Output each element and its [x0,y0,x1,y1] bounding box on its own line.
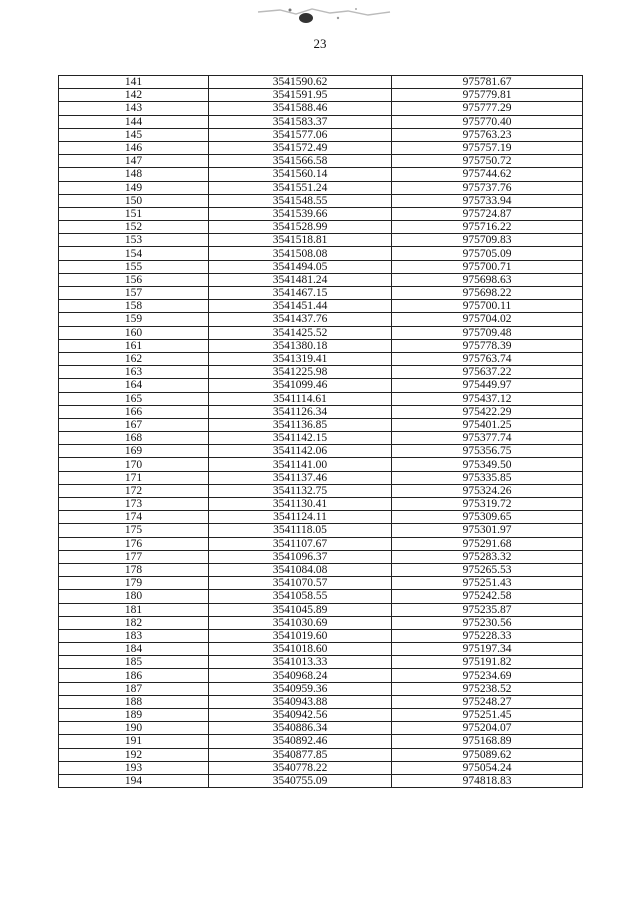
y-coordinate-cell: 975637.22 [392,366,583,379]
x-coordinate-cell: 3541225.98 [209,366,392,379]
point-number-cell: 187 [59,682,209,695]
table-row [59,418,583,431]
x-coordinate-cell: 3541528.99 [209,221,392,234]
y-coordinate-cell: 975235.87 [392,603,583,616]
x-coordinate-cell: 3541437.76 [209,313,392,326]
table-row [59,234,583,247]
point-number-cell: 142 [59,89,209,102]
x-coordinate-cell: 3540959.36 [209,682,392,695]
x-coordinate-cell: 3541539.66 [209,207,392,220]
x-coordinate-cell: 3541099.46 [209,379,392,392]
x-coordinate-cell: 3540877.85 [209,748,392,761]
point-number-cell: 180 [59,590,209,603]
table-row [59,498,583,511]
point-number-cell: 164 [59,379,209,392]
y-coordinate-cell: 975449.97 [392,379,583,392]
y-coordinate-cell: 975356.75 [392,445,583,458]
point-number-cell: 178 [59,563,209,576]
y-coordinate-cell: 975700.11 [392,300,583,313]
table-row [59,128,583,141]
y-coordinate-cell: 975724.87 [392,207,583,220]
x-coordinate-cell: 3541018.60 [209,643,392,656]
point-number-cell: 189 [59,709,209,722]
y-coordinate-cell: 975779.81 [392,89,583,102]
table-row [59,682,583,695]
y-coordinate-cell: 975778.39 [392,339,583,352]
point-number-cell: 191 [59,735,209,748]
point-number-cell: 170 [59,458,209,471]
table-row [59,168,583,181]
y-coordinate-cell: 975733.94 [392,194,583,207]
point-number-cell: 155 [59,260,209,273]
table-row [59,511,583,524]
point-number-cell: 166 [59,405,209,418]
table-row [59,300,583,313]
x-coordinate-cell: 3541130.41 [209,498,392,511]
point-number-cell: 175 [59,524,209,537]
x-coordinate-cell: 3541425.52 [209,326,392,339]
y-coordinate-cell: 975324.26 [392,484,583,497]
y-coordinate-cell: 975168.89 [392,735,583,748]
table-row [59,273,583,286]
x-coordinate-cell: 3541566.58 [209,155,392,168]
point-number-cell: 172 [59,484,209,497]
x-coordinate-cell: 3541137.46 [209,471,392,484]
x-coordinate-cell: 3541548.55 [209,194,392,207]
x-coordinate-cell: 3541508.08 [209,247,392,260]
table-row [59,735,583,748]
y-coordinate-cell: 975698.63 [392,273,583,286]
table-row [59,326,583,339]
table-row [59,563,583,576]
y-coordinate-cell: 975242.58 [392,590,583,603]
point-number-cell: 190 [59,722,209,735]
table-row [59,181,583,194]
table-row [59,432,583,445]
y-coordinate-cell: 975750.72 [392,155,583,168]
y-coordinate-cell: 975291.68 [392,537,583,550]
point-number-cell: 174 [59,511,209,524]
x-coordinate-cell: 3541019.60 [209,629,392,642]
point-number-cell: 185 [59,656,209,669]
y-coordinate-cell: 975709.83 [392,234,583,247]
table-row [59,352,583,365]
x-coordinate-cell: 3540778.22 [209,761,392,774]
table-row [59,748,583,761]
table-row [59,524,583,537]
point-number-cell: 162 [59,352,209,365]
y-coordinate-cell: 975770.40 [392,115,583,128]
page-number: 23 [313,36,327,51]
y-coordinate-cell: 975197.34 [392,643,583,656]
table-row [59,221,583,234]
point-number-cell: 188 [59,695,209,708]
y-coordinate-cell: 975204.07 [392,722,583,735]
y-coordinate-cell: 975248.27 [392,695,583,708]
y-coordinate-cell: 975422.29 [392,405,583,418]
x-coordinate-cell: 3541494.05 [209,260,392,273]
y-coordinate-cell: 975757.19 [392,141,583,154]
point-number-cell: 151 [59,207,209,220]
table-row [59,471,583,484]
x-coordinate-cell: 3540968.24 [209,669,392,682]
point-number-cell: 150 [59,194,209,207]
point-number-cell: 157 [59,287,209,300]
table-row [59,458,583,471]
table-row [59,695,583,708]
point-number-cell: 193 [59,761,209,774]
table-row [59,405,583,418]
y-coordinate-cell: 975401.25 [392,418,583,431]
y-coordinate-cell: 975349.50 [392,458,583,471]
point-number-cell: 145 [59,128,209,141]
y-coordinate-cell: 975705.09 [392,247,583,260]
y-coordinate-cell: 975744.62 [392,168,583,181]
y-coordinate-cell: 975230.56 [392,616,583,629]
table-row [59,643,583,656]
point-number-cell: 167 [59,418,209,431]
table-row [59,550,583,563]
y-coordinate-cell: 975309.65 [392,511,583,524]
table-row [59,761,583,774]
y-coordinate-cell: 975054.24 [392,761,583,774]
x-coordinate-cell: 3540755.09 [209,774,392,787]
table-row [59,102,583,115]
x-coordinate-cell: 3541572.49 [209,141,392,154]
table-row [59,774,583,787]
x-coordinate-cell: 3541481.24 [209,273,392,286]
point-number-cell: 176 [59,537,209,550]
x-coordinate-cell: 3540886.34 [209,722,392,735]
table-row [59,194,583,207]
x-coordinate-cell: 3541013.33 [209,656,392,669]
y-coordinate-cell: 975238.52 [392,682,583,695]
x-coordinate-cell: 3541142.15 [209,432,392,445]
point-number-cell: 146 [59,141,209,154]
table-row [59,339,583,352]
table-row [59,392,583,405]
x-coordinate-cell: 3541551.24 [209,181,392,194]
point-number-cell: 148 [59,168,209,181]
table-row [59,629,583,642]
y-coordinate-cell: 975234.69 [392,669,583,682]
point-number-cell: 159 [59,313,209,326]
point-number-cell: 153 [59,234,209,247]
x-coordinate-cell: 3540892.46 [209,735,392,748]
point-number-cell: 141 [59,76,209,89]
point-number-cell: 171 [59,471,209,484]
x-coordinate-cell: 3541096.37 [209,550,392,563]
table-row [59,669,583,682]
point-number-cell: 182 [59,616,209,629]
x-coordinate-cell: 3541518.81 [209,234,392,247]
y-coordinate-cell: 975228.33 [392,629,583,642]
table-row [59,709,583,722]
y-coordinate-cell: 975781.67 [392,76,583,89]
table-row [59,287,583,300]
x-coordinate-cell: 3541588.46 [209,102,392,115]
table-row [59,445,583,458]
y-coordinate-cell: 975700.71 [392,260,583,273]
x-coordinate-cell: 3540943.88 [209,695,392,708]
table-row [59,115,583,128]
x-coordinate-cell: 3541560.14 [209,168,392,181]
table-row [59,260,583,273]
point-number-cell: 158 [59,300,209,313]
y-coordinate-cell: 975265.53 [392,563,583,576]
x-coordinate-cell: 3541084.08 [209,563,392,576]
table-row [59,603,583,616]
point-number-cell: 154 [59,247,209,260]
point-number-cell: 165 [59,392,209,405]
y-coordinate-cell: 975737.76 [392,181,583,194]
x-coordinate-cell: 3541451.44 [209,300,392,313]
y-coordinate-cell: 975283.32 [392,550,583,563]
point-number-cell: 168 [59,432,209,445]
point-number-cell: 160 [59,326,209,339]
x-coordinate-cell: 3541577.06 [209,128,392,141]
x-coordinate-cell: 3541126.34 [209,405,392,418]
x-coordinate-cell: 3541141.00 [209,458,392,471]
x-coordinate-cell: 3541132.75 [209,484,392,497]
x-coordinate-cell: 3540942.56 [209,709,392,722]
x-coordinate-cell: 3541142.06 [209,445,392,458]
scan-smudge [250,4,400,26]
point-number-cell: 177 [59,550,209,563]
x-coordinate-cell: 3541045.89 [209,603,392,616]
table-row [59,313,583,326]
x-coordinate-cell: 3541118.05 [209,524,392,537]
point-number-cell: 186 [59,669,209,682]
point-number-cell: 149 [59,181,209,194]
y-coordinate-cell: 975704.02 [392,313,583,326]
point-number-cell: 147 [59,155,209,168]
table-row [59,616,583,629]
point-number-cell: 183 [59,629,209,642]
x-coordinate-cell: 3541124.11 [209,511,392,524]
point-number-cell: 173 [59,498,209,511]
y-coordinate-cell: 974818.83 [392,774,583,787]
y-coordinate-cell: 975763.23 [392,128,583,141]
y-coordinate-cell: 975777.29 [392,102,583,115]
y-coordinate-cell: 975709.48 [392,326,583,339]
table-row [59,537,583,550]
table-row [59,656,583,669]
y-coordinate-cell: 975437.12 [392,392,583,405]
x-coordinate-cell: 3541136.85 [209,418,392,431]
table-row [59,141,583,154]
y-coordinate-cell: 975377.74 [392,432,583,445]
point-number-cell: 156 [59,273,209,286]
y-coordinate-cell: 975716.22 [392,221,583,234]
table-row [59,379,583,392]
coordinates-table [58,75,583,788]
table-row [59,89,583,102]
table-row [59,155,583,168]
table-row [59,577,583,590]
y-coordinate-cell: 975763.74 [392,352,583,365]
table-row [59,207,583,220]
x-coordinate-cell: 3541590.62 [209,76,392,89]
y-coordinate-cell: 975251.45 [392,709,583,722]
point-number-cell: 143 [59,102,209,115]
point-number-cell: 181 [59,603,209,616]
point-number-cell: 194 [59,774,209,787]
table-row [59,366,583,379]
x-coordinate-cell: 3541070.57 [209,577,392,590]
x-coordinate-cell: 3541319.41 [209,352,392,365]
x-coordinate-cell: 3541467.15 [209,287,392,300]
y-coordinate-cell: 975335.85 [392,471,583,484]
y-coordinate-cell: 975191.82 [392,656,583,669]
point-number-cell: 152 [59,221,209,234]
table-row [59,247,583,260]
x-coordinate-cell: 3541058.55 [209,590,392,603]
point-number-cell: 161 [59,339,209,352]
point-number-cell: 192 [59,748,209,761]
table-row [59,484,583,497]
point-number-cell: 184 [59,643,209,656]
y-coordinate-cell: 975089.62 [392,748,583,761]
x-coordinate-cell: 3541107.67 [209,537,392,550]
y-coordinate-cell: 975698.22 [392,287,583,300]
point-number-cell: 163 [59,366,209,379]
point-number-cell: 179 [59,577,209,590]
table-body [59,76,583,788]
x-coordinate-cell: 3541583.37 [209,115,392,128]
table-row [59,590,583,603]
table-row [59,76,583,89]
x-coordinate-cell: 3541030.69 [209,616,392,629]
point-number-cell: 144 [59,115,209,128]
x-coordinate-cell: 3541591.95 [209,89,392,102]
y-coordinate-cell: 975251.43 [392,577,583,590]
y-coordinate-cell: 975301.97 [392,524,583,537]
table-row [59,722,583,735]
x-coordinate-cell: 3541114.61 [209,392,392,405]
y-coordinate-cell: 975319.72 [392,498,583,511]
x-coordinate-cell: 3541380.18 [209,339,392,352]
point-number-cell: 169 [59,445,209,458]
